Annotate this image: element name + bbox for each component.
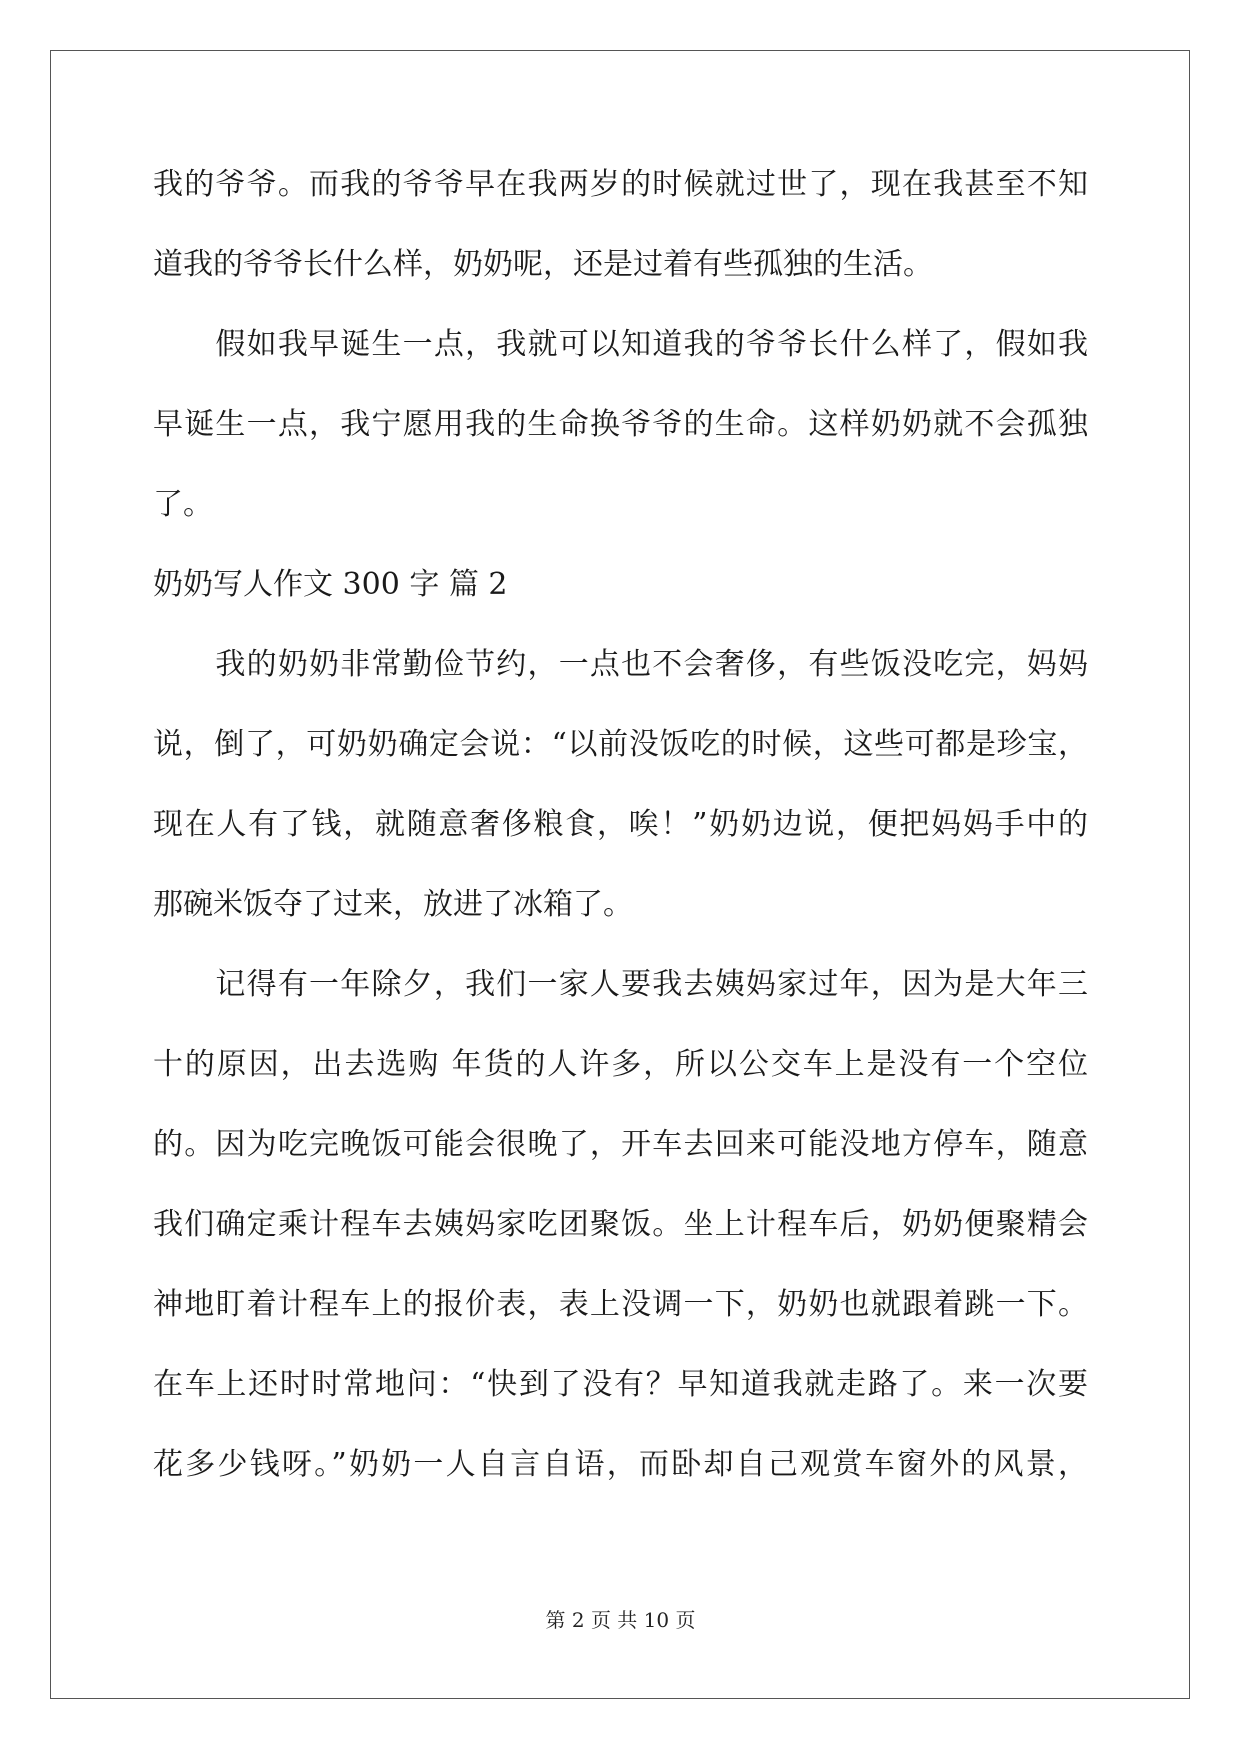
paragraph [153,325,1088,565]
text-line: 我们确定乘计程车去姨妈家吃团聚饭。坐上计程车后，奶奶便聚精会 [153,1207,1088,1242]
text-line: 花多少钱呀。”奶奶一人自言自语，而卧却自己观赏车窗外的风景， [153,1447,1088,1482]
section-heading [153,565,1088,645]
text-line: 神地盯着计程车上的报价表，表上没调一下，奶奶也就跟着跳一下。 [153,1287,1088,1322]
document-body [153,165,1088,1525]
text-line: 道我的爷爷长什么样，奶奶呢，还是过着有些孤独的生活。 [153,247,933,282]
text-line: 记得有一年除夕，我们一家人要我去姨妈家过年，因为是大年三 [153,967,1088,1002]
text-line: 假如我早诞生一点，我就可以知道我的爷爷长什么样了，假如我 [153,327,1088,362]
text-line: 十的原因，出去选购 年货的人许多，所以公交车上是没有一个空位 [153,1047,1088,1082]
text-line: 在车上还时时常地问：“快到了没有？早知道我就走路了。来一次要 [153,1367,1088,1402]
text-line: 现在人有了钱，就随意奢侈粮食，唉！”奶奶边说，便把妈妈手中的 [153,807,1088,842]
page-footer: 第 2 页 共 10 页 [545,1608,696,1632]
text-line: 了。 [153,487,213,522]
text-line: 我的奶奶非常勤俭节约，一点也不会奢侈，有些饭没吃完，妈妈 [153,647,1088,682]
paragraph [153,965,1088,1525]
text-line: 的。因为吃完晚饭可能会很晚了，开车去回来可能没地方停车，随意 [153,1127,1088,1162]
text-line: 那碗米饭夺了过来，放进了冰箱了。 [153,887,633,922]
paragraph [153,645,1088,965]
text-line: 我的爷爷。而我的爷爷早在我两岁的时候就过世了，现在我甚至不知 [153,167,1088,202]
text-line: 说，倒了，可奶奶确定会说：“以前没饭吃的时候，这些可都是珍宝， [153,727,1088,762]
paragraph [153,165,1088,325]
heading-text: 奶奶写人作文 300 字 篇 2 [153,567,508,602]
text-line: 早诞生一点，我宁愿用我的生命换爷爷的生命。这样奶奶就不会孤独 [153,407,1088,442]
